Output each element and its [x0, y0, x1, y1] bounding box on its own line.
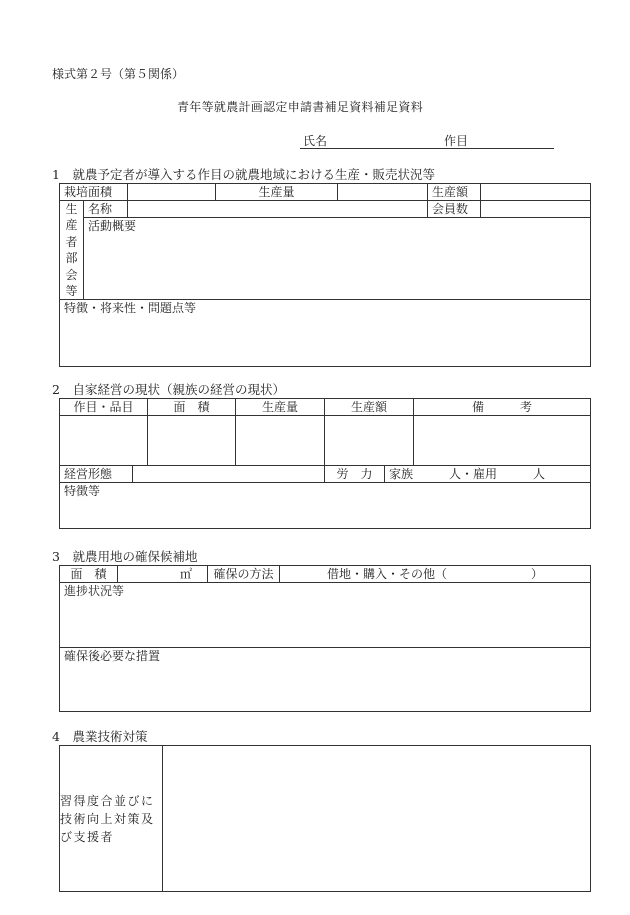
remarks-cell: [414, 416, 591, 466]
group-name-value: [128, 201, 428, 218]
col-crop-item: 作目・品目: [60, 399, 148, 416]
land-area-unit: ㎡: [118, 566, 208, 583]
cultivation-area-label: 栽培面積: [60, 184, 128, 201]
method-options: 借地・購入・その他（ ）: [280, 566, 591, 583]
member-count-value: [481, 201, 591, 218]
col-volume: 生産量: [236, 399, 325, 416]
production-value-value: [481, 184, 591, 201]
labor-label: 労 力: [325, 466, 385, 483]
section2-heading: 2 自家経営の現状（親族の経営の現状）: [52, 382, 285, 397]
section1-table: [59, 183, 591, 367]
production-volume-value: [338, 184, 428, 201]
section2-features-label: 特徴等: [60, 483, 591, 529]
col-area: 面 積: [148, 399, 236, 416]
section3-heading: 3 就農用地の確保候補地: [52, 549, 198, 564]
col-remarks: 備 考: [414, 399, 591, 416]
name-label: 氏名: [303, 134, 328, 148]
section4-heading: 4 農業技術対策: [52, 729, 148, 744]
page-title: 青年等就農計画認定申請書補足資料補足資料: [177, 100, 424, 114]
section4-table: [59, 745, 591, 892]
family-employment: 家族 人・雇用 人: [385, 466, 591, 483]
section3-table: [59, 565, 591, 712]
section1-heading: 1 就農予定者が導入する作目の就農地域における生産・販売状況等: [52, 167, 435, 182]
cultivation-area-value: [128, 184, 216, 201]
form-number: 様式第２号（第５関係）: [52, 67, 185, 81]
col-value: 生産額: [325, 399, 414, 416]
measures-label: 確保後必要な措置: [60, 648, 591, 712]
applicant-line: [300, 148, 554, 149]
technical-measures-value: [163, 746, 591, 892]
production-volume-label: 生産量: [216, 184, 338, 201]
management-form-label: 経営形態: [60, 466, 133, 483]
activity-summary-label: 活動概要: [84, 218, 591, 300]
area-cell: [148, 416, 236, 466]
technical-measures-label: 習得度合並びに技術向上対策及び支援者: [60, 746, 163, 892]
progress-label: 進捗状況等: [60, 583, 591, 648]
group-name-label: 名称: [84, 201, 128, 218]
value-cell: [325, 416, 414, 466]
management-form-value: [133, 466, 325, 483]
producer-group-label: 生産者部会等: [60, 201, 84, 300]
volume-cell: [236, 416, 325, 466]
crop-label: 作目: [444, 134, 469, 148]
section2-table: [59, 398, 591, 529]
method-label: 確保の方法: [208, 566, 280, 583]
crop-item-cell: [60, 416, 148, 466]
production-value-label: 生産額: [428, 184, 481, 201]
section1-features-label: 特徴・将来性・問題点等: [60, 300, 591, 367]
member-count-label: 会員数: [428, 201, 481, 218]
land-area-label: 面 積: [60, 566, 118, 583]
